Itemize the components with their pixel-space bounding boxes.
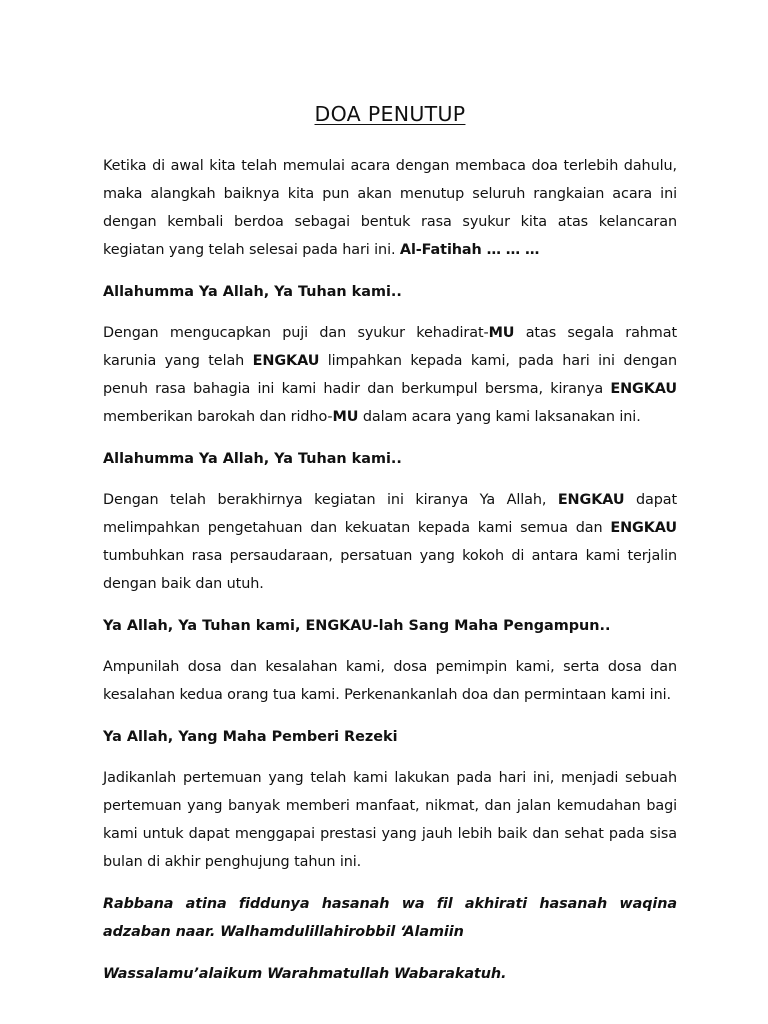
paragraph-berakhirnya [103,486,677,598]
paragraph-bold: ENGKAU [610,520,677,536]
heading-maha-pengampun: Ya Allah, Ya Tuhan kami, ENGKAU-lah Sang Maha Pengampun.. [103,618,611,634]
closing-rabbana: Rabbana atina fiddunya hasanah wa fil akhirati hasanah waqina adzaban naar. Walhamdulillahirobbil ‘Alamiin [103,896,677,940]
paragraph-bold: ENGKAU [252,353,320,369]
paragraph-text: Dengan mengucapkan puji dan syukur kehadirat- [103,325,489,341]
heading-pemberi-rezeki: Ya Allah, Yang Maha Pemberi Rezeki [103,729,398,745]
closing-wassalamu: Wassalamu’alaikum Warahmatullah Wabarakatuh. [103,966,507,982]
heading-allahumma-1: Allahumma Ya Allah, Ya Tuhan kami.. [103,284,402,300]
paragraph-text: memberikan barokah dan ridho- [103,409,333,425]
paragraph-text: limpahkan kepada kami, pada hari ini dengan penuh rasa bahagia ini kami hadir dan berkumpul bersma, kiranya [103,353,677,397]
paragraph-bold: ENGKAU [557,492,625,508]
heading-allahumma-2: Allahumma Ya Allah, Ya Tuhan kami.. [103,451,402,467]
paragraph-text: dalam acara yang kami laksanakan ini. [358,409,641,425]
paragraph-text: tumbuhkan rasa persaudaraan, persatuan yang kokoh di antara kami terjalin dengan baik dan utuh. [103,548,677,592]
intro-bold-end: Al-Fatihah … … … [399,242,540,258]
paragraph-text: dapat melimpahkan pengetahuan dan kekuatan kepada kami semua dan [103,492,677,536]
paragraph-bold: MU [488,325,515,341]
paragraph-jadikanlah: Jadikanlah pertemuan yang telah kami lakukan pada hari ini, menjadi sebuah pertemuan yang banyak memberi manfaat, nikmat, dan jalan kemudahan bagi kami untuk dapat menggapai prestasi yang jauh lebih baik dan sehat pada sisa bulan di akhir penghujung tahun ini. [103,770,677,870]
paragraph-text: Dengan telah berakhirnya kegiatan ini kiranya Ya Allah, [103,492,558,508]
paragraph-bold: ENGKAU [610,381,677,397]
document-title: DOA PENUTUP [314,102,466,126]
paragraph-text: atas segala rahmat karunia yang telah [103,325,677,369]
paragraph-bold: MU [332,409,359,425]
paragraph-ampunilah: Ampunilah dosa dan kesalahan kami, dosa pemimpin kami, serta dosa dan kesalahan kedua orang tua kami. Perkenankanlah doa dan permintaan kami ini. [103,659,677,703]
paragraph-puji-syukur [103,319,677,431]
intro-paragraph [103,152,677,264]
intro-text: Ketika di awal kita telah memulai acara dengan membaca doa terlebih dahulu, maka alangkah baiknya kita pun akan menutup seluruh rangkaian acara ini dengan kembali berdoa sebagai bentuk rasa syukur kita atas kelancaran kegiatan yang telah selesai pada hari ini. [103,158,677,258]
